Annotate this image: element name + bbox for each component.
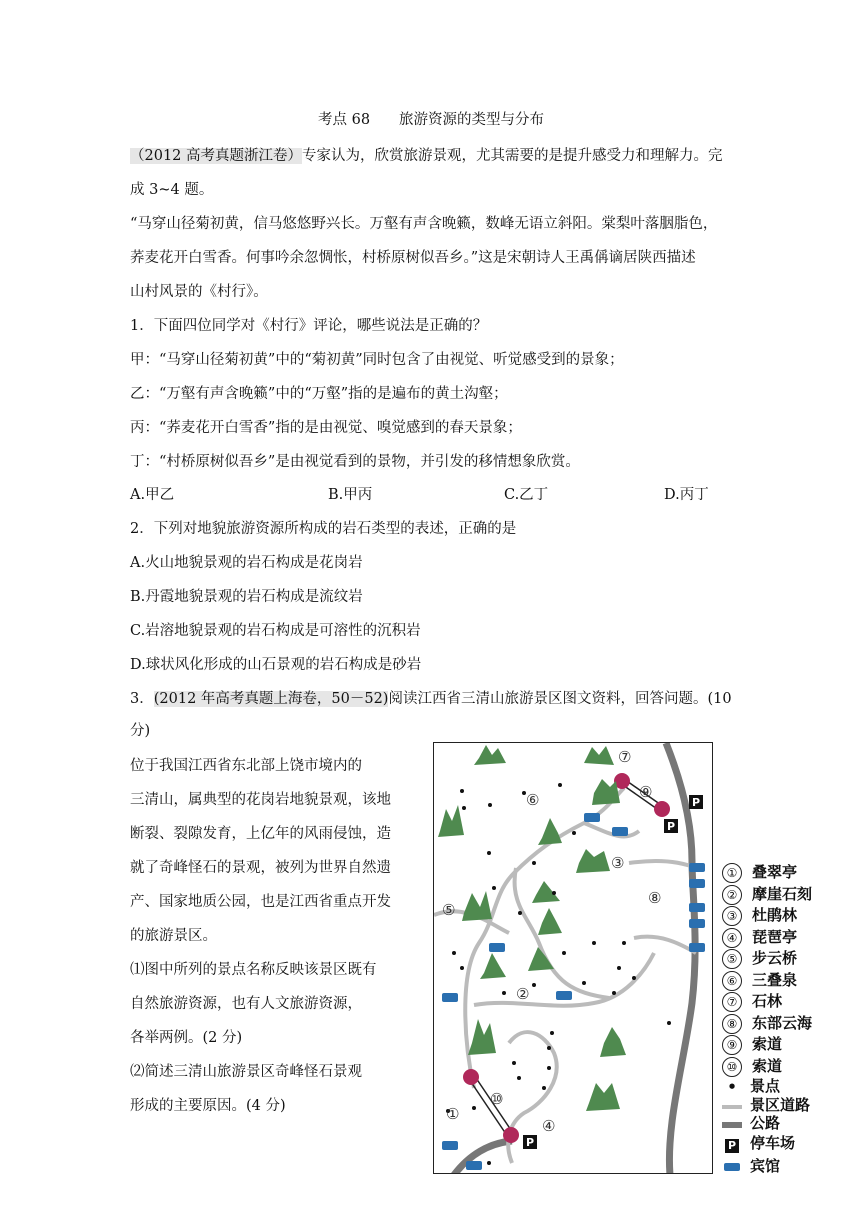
legend-name-2: 摩崖石刻: [752, 885, 813, 903]
sanqingshan-map: [433, 742, 713, 1174]
poem-line-3: 山村风景的《村行》。: [130, 284, 268, 300]
legend-num-7: ⑦: [722, 992, 742, 1012]
q1-ding: 丁：“村桥原树似吾乡”是由视觉看到的景物，并引发的移情想象欣赏。: [130, 454, 580, 470]
q1-stem: 1．下面四位同学对《村行》评论，哪些说法是正确的？: [130, 318, 488, 334]
legend-num-3: ③: [722, 906, 742, 926]
legend-spot: [722, 1076, 780, 1097]
legend-num-5: ⑤: [722, 949, 742, 969]
poem-line-2: 荞麦花开白雪香。何事吟余忽惆怅，村桥原树似吾乡。”这是宋朝诗人王禹偁谪居陕西描述: [130, 250, 696, 266]
legend-num-2: ②: [722, 885, 742, 905]
q3-stem-text: 阅读江西省三清山旅游景区图文资料，回答问题。(10: [388, 691, 732, 707]
q2-option-c: C.岩溶地貌景观的岩石构成是可溶性的沉积岩: [130, 623, 421, 639]
q3-sub2-line-1: ⑵简述三清山旅游景区奇峰怪石景观: [130, 1064, 362, 1080]
legend-name-10: 索道: [752, 1057, 783, 1075]
svg-text:P: P: [526, 1136, 535, 1149]
legend-scenic-road-label: 景区道路: [750, 1096, 811, 1114]
legend-spot-label: 景点: [750, 1077, 781, 1095]
legend-highway-label: 公路: [750, 1114, 781, 1132]
q2-option-d: D.球状风化形成的山石景观的岩石构成是砂岩: [130, 657, 422, 673]
legend-num-1: ①: [722, 863, 742, 883]
q3-stem-line-1: [130, 689, 732, 709]
svg-text:P: P: [692, 796, 701, 809]
legend-item-6: [722, 970, 797, 991]
intro-line-2: 成 3~4 题。: [130, 182, 214, 198]
highway-branch: [454, 1141, 512, 1174]
q3-desc-3: 断裂、裂隙发育，上亿年的风雨侵蚀，造: [130, 826, 391, 842]
q3-desc-5: 产、国家地质公园，也是江西省重点开发: [130, 894, 391, 910]
poem-line-1: “马穿山径菊初黄，信马悠悠野兴长。万壑有声含晚籁，数峰无语立斜阳。棠梨叶落胭脂色，: [130, 216, 718, 232]
legend-item-7: [722, 991, 782, 1012]
q3-desc-4: 就了奇峰怪石的景观，被列为世界自然遗: [130, 860, 391, 876]
map-label-9: ⑨: [639, 783, 653, 801]
q1-yi: 乙：“万壑有声含晚籁”中的“万壑”指的是遍布的黄土沟壑；: [130, 386, 508, 402]
parking-icon-letter: P: [725, 1139, 739, 1153]
legend-name-9: 索道: [752, 1035, 783, 1053]
q3-sub2-line-2: 形成的主要原因。(4 分): [130, 1098, 286, 1114]
q3-stem-line-2: 分): [130, 723, 151, 739]
map-canvas: [434, 743, 713, 1174]
intro-text-1: 专家认为，欣赏旅游景观，尤其需要的是提升感受力和理解力。完: [302, 148, 723, 164]
q2-option-a: A.火山地貌景观的岩石构成是花岗岩: [130, 555, 363, 571]
svg-text:P: P: [667, 820, 676, 833]
q1-jia: 甲：“马穿山径菊初黄”中的“菊初黄”同时包含了由视觉、听觉感受到的景象；: [130, 352, 624, 368]
hotel-icon: [722, 1157, 742, 1177]
q2-option-b: B.丹霞地貌景观的岩石构成是流纹岩: [130, 589, 363, 605]
legend-item-1: [722, 862, 797, 883]
intro-source: （2012 高考真题浙江卷）: [130, 148, 303, 164]
q1-option-b: B.甲丙: [328, 487, 373, 503]
q1-option-d: D.丙丁: [664, 487, 709, 503]
q1-bing: 丙：“荞麦花开白雪香”指的是由视觉、嗅觉感到的春天景象；: [130, 420, 522, 436]
legend-name-6: 三叠泉: [752, 971, 798, 989]
q3-source: (2012 年高考真题上海卷，50－52): [153, 691, 389, 707]
legend-name-1: 叠翠亭: [752, 863, 798, 881]
legend-hotel-label: 宾馆: [750, 1157, 781, 1175]
legend-num-4: ④: [722, 928, 742, 948]
map-label-3: ③: [611, 854, 625, 872]
legend-num-9: ⑨: [722, 1035, 742, 1055]
q3-sub1-line-2: 自然旅游资源，也有人文旅游资源，: [130, 996, 362, 1012]
map-label-7: ⑦: [618, 748, 632, 766]
q3-sub1-line-3: 各举两例。(2 分): [130, 1030, 243, 1046]
legend-item-2: [722, 884, 812, 905]
legend-parking: [722, 1133, 795, 1154]
intro-line-1: [130, 146, 723, 166]
legend-num-10: ⑩: [722, 1057, 742, 1077]
legend-parking-label: 停车场: [750, 1134, 796, 1152]
map-label-5: ⑤: [442, 901, 456, 919]
q3-number: 3．: [130, 691, 154, 707]
map-label-8: ⑧: [648, 889, 662, 907]
parking-icon: [722, 1134, 742, 1154]
map-label-10: ⑩: [490, 1090, 504, 1108]
q3-desc-2: 三清山，属典型的花岗岩地貌景观，该地: [130, 792, 391, 808]
page-title: 考点 68 旅游资源的类型与分布: [318, 112, 545, 128]
legend-item-3: [722, 905, 797, 926]
q3-desc-1: 位于我国江西省东北部上饶市境内的: [130, 758, 362, 774]
legend-item-8: [722, 1013, 812, 1034]
legend-name-4: 琵琶亭: [752, 928, 798, 946]
legend-item-5: [722, 948, 797, 969]
legend-name-7: 石林: [752, 992, 783, 1010]
hotel-symbols: [442, 813, 705, 1170]
legend-item-4: [722, 927, 797, 948]
legend-num-8: ⑧: [722, 1014, 742, 1034]
legend-hotel: [722, 1156, 780, 1177]
q1-option-a: A.甲乙: [130, 487, 175, 503]
q3-sub1-line-1: ⑴图中所列的景点名称反映该景区既有: [130, 962, 377, 978]
legend-name-3: 杜鹃林: [752, 906, 798, 924]
q3-desc-6: 的旅游景区。: [130, 928, 217, 944]
map-label-6: ⑥: [526, 791, 540, 809]
legend-item-10: [722, 1056, 782, 1077]
highway-icon: [722, 1114, 742, 1134]
q2-stem: 2．下列对地貌旅游资源所构成的岩石类型的表述，正确的是: [130, 521, 517, 537]
map-label-1: ①: [446, 1105, 460, 1123]
legend-num-6: ⑥: [722, 971, 742, 991]
legend-item-9: [722, 1034, 782, 1055]
legend-highway: [722, 1113, 780, 1134]
map-label-4: ④: [542, 1117, 556, 1135]
spot-dot-icon: •: [727, 1077, 737, 1096]
legend-name-8: 东部云海: [752, 1014, 813, 1032]
legend-name-5: 步云桥: [752, 949, 798, 967]
map-label-2: ②: [516, 985, 530, 1003]
q1-option-c: C.乙丁: [504, 487, 549, 503]
